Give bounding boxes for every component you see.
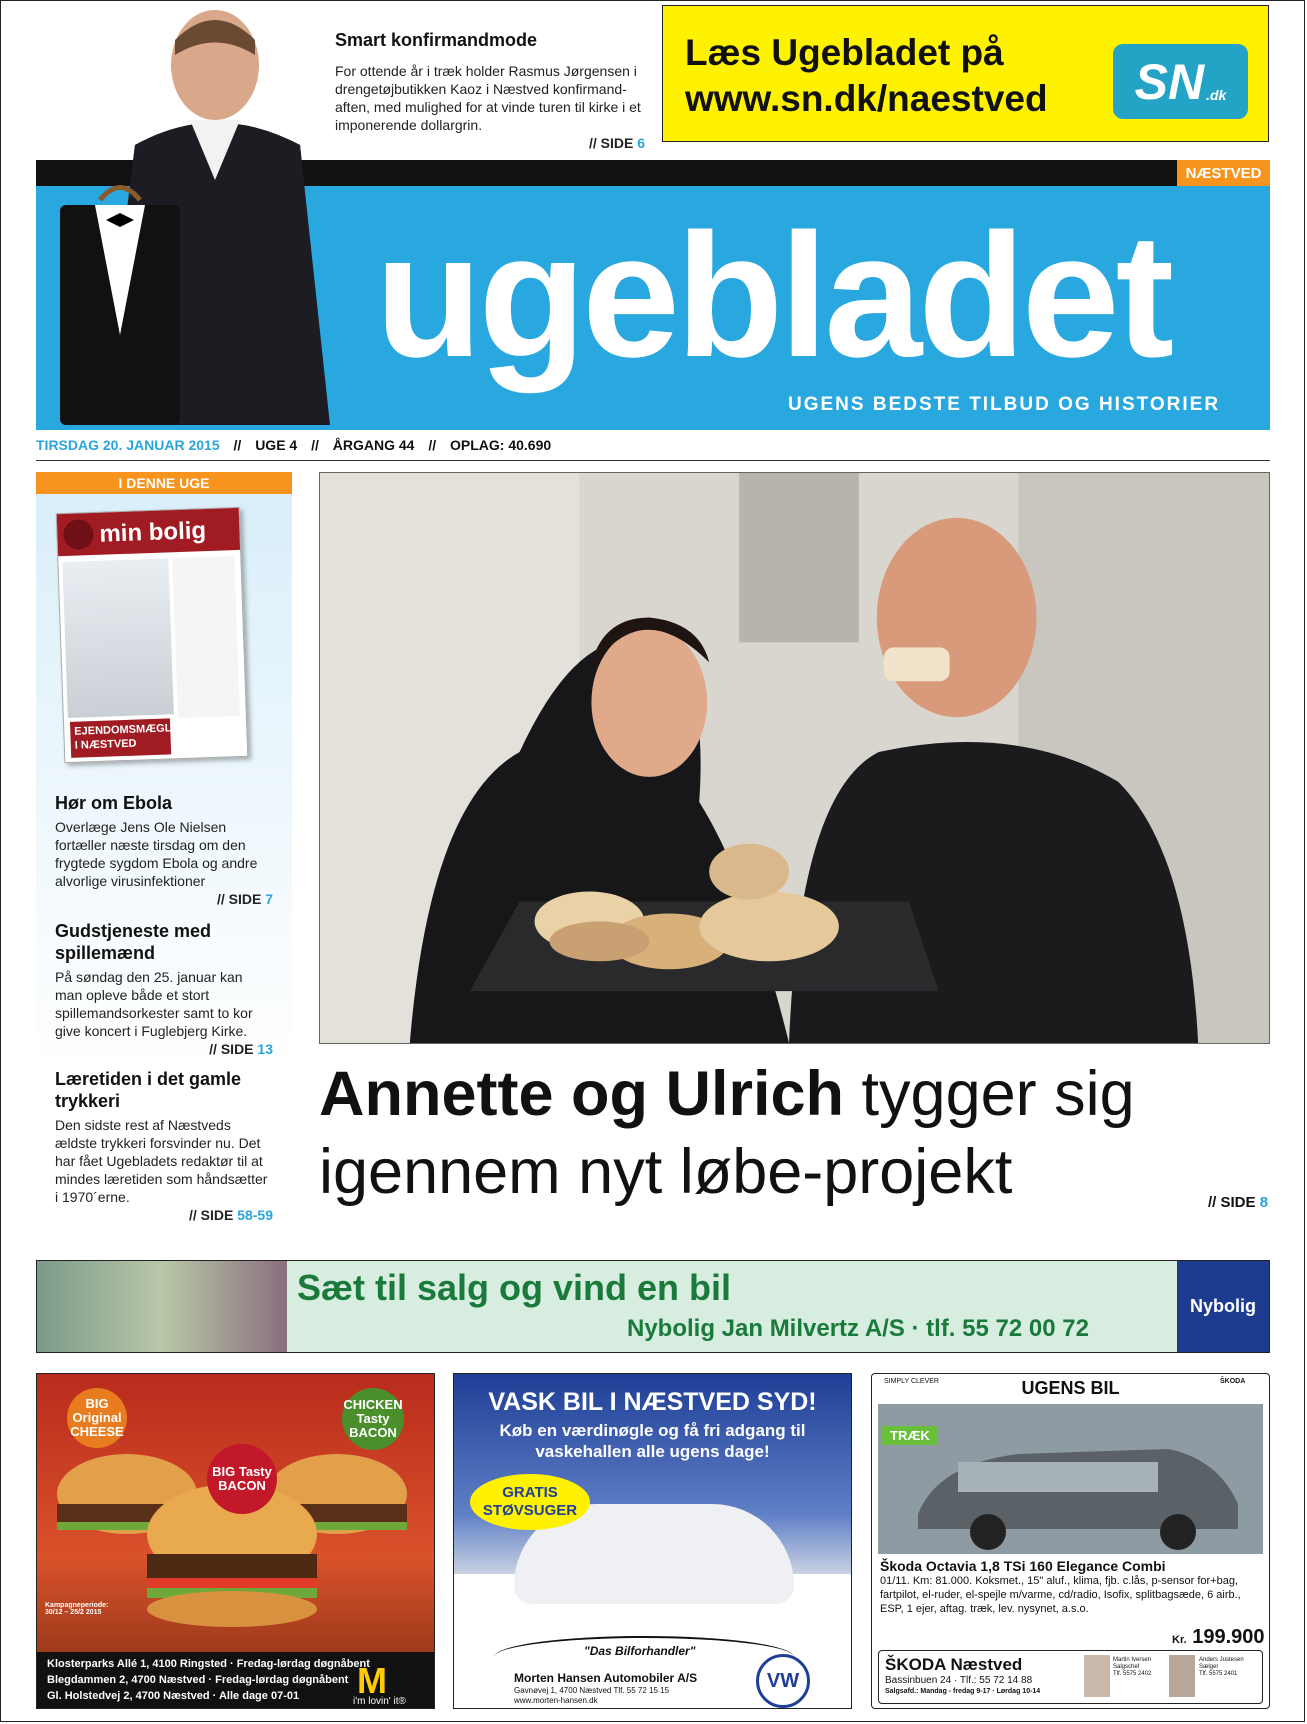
contact-role: Sælger (1199, 1664, 1219, 1670)
car-tag: TRÆK (882, 1426, 938, 1445)
story-title[interactable]: Hør om Ebola (55, 793, 173, 813)
carwash-subline: Køb en værdinøgle og få fri adgang til vaskehallen alle ugens dage! (499, 1421, 806, 1461)
story-title[interactable]: Gudstjeneste med spillemænd (55, 921, 212, 963)
dateline (36, 437, 551, 453)
carwash-dealer: Morten Hansen Automobiler A/S (514, 1671, 698, 1685)
dateline-sep: // (428, 437, 437, 453)
sidebar-story-2[interactable] (55, 920, 273, 1058)
lead-side-number[interactable]: 8 (1259, 1194, 1269, 1211)
nybolig-illustration (37, 1261, 287, 1352)
car-specs: 01/11. Km: 81.000. Koksmet., 15" aluf., klima, fjb. c.lås, p-sensor for+bag, fartpilot, el-ruder, el-spejle m/varme, cd/radio, Isofix, splitbagsæde, 6 airb., ESP, 1 ejer, aftag. træk, lev. nysynet, a.s.o. (880, 1575, 1241, 1615)
car-ad-heading: UGENS BIL (1021, 1378, 1120, 1398)
mcd-location: Blegdammen 2, 4700 Næstved · Fredag-lørdag døgnåbent (47, 1674, 349, 1686)
skoda-car-ad[interactable] (871, 1373, 1270, 1709)
sidebar-story-1[interactable] (55, 792, 273, 908)
contact-photo (1169, 1655, 1195, 1697)
magazine-logo-icon (63, 519, 94, 550)
sn-logo-suffix: .dk (1206, 87, 1227, 103)
lead-headline[interactable] (319, 1055, 1274, 1211)
story-side-number[interactable]: 13 (257, 1041, 273, 1057)
web-promo-ad[interactable] (662, 5, 1269, 142)
story-body: Den sidste rest af Næstveds ældste trykkeri forsvinder nu. Det har fået Ugebladets redaktør til at mindes læretiden som håndsætter i 1970´erne. (55, 1117, 268, 1205)
badge-big-tasty-bacon: BIG Tasty BACON (207, 1444, 277, 1514)
story-side-number[interactable]: 7 (265, 891, 273, 907)
lead-side-ref (1208, 1194, 1268, 1211)
masthead-title: ugebladet (375, 198, 1171, 394)
sidebar-section-label: I DENNE UGE (36, 472, 292, 494)
teaser-side-number[interactable]: 6 (637, 135, 645, 151)
mcdonalds-slogan: i'm lovin' it® (353, 1696, 406, 1707)
carwash-address-line: Gavnøvej 1, 4700 Næstved Tlf. 55 72 15 15 (514, 1686, 670, 1695)
carwash-web[interactable]: www.morten-hansen.dk (514, 1696, 598, 1705)
car-price-value: 199.900 (1192, 1626, 1265, 1648)
issue-week: UGE 4 (255, 437, 298, 453)
story-body: Overlæge Jens Ole Nielsen fortæller næste tirsdag om den frygtede sygdom Ebola og andre alvorlige virusinfektioner (55, 819, 258, 889)
contact-1 (1113, 1657, 1163, 1678)
story-side-ref (55, 1040, 273, 1058)
nybolig-banner-ad[interactable] (36, 1260, 1270, 1353)
carwash-address (514, 1686, 669, 1706)
vw-logo: VW (756, 1654, 810, 1708)
contact-role: Salgschef (1113, 1664, 1140, 1670)
car-price-prefix: Kr. (1172, 1634, 1187, 1646)
dateline-sep: // (233, 437, 242, 453)
car-price (1172, 1626, 1265, 1649)
person-overlay (40, 140, 330, 430)
promo-text (685, 30, 1048, 122)
contact-phone: Tlf. 5575 2401 (1199, 1671, 1238, 1677)
lead-side-label: // SIDE (1208, 1194, 1256, 1211)
skoda-small-tag: SIMPLY CLEVER (884, 1378, 939, 1385)
sn-logo (1113, 44, 1248, 119)
contact-name: Martin Iversen (1113, 1657, 1152, 1663)
teaser-title[interactable]: Smart konfirmandmode (335, 30, 538, 50)
story-side-label: // SIDE (216, 891, 262, 907)
headline-bold: Annette og Ulrich (319, 1059, 845, 1129)
issue-circulation: OPLAG: 40.690 (450, 437, 552, 453)
promo-line1: Læs Ugebladet på (685, 32, 1004, 73)
mcd-campaign-period: Kampagneperiode: 30/12 – 25/2 2015 (45, 1602, 109, 1616)
carwash-badge: GRATIS STØVSUGER (470, 1474, 590, 1530)
sn-logo-text: SN (1134, 53, 1205, 110)
teaser-body (335, 62, 645, 152)
magazine-house-image (62, 558, 173, 718)
skoda-dealer-box (878, 1650, 1263, 1704)
nybolig-headline: Sæt til salg og vind en bil (297, 1267, 732, 1308)
skoda-dealer-name: ŠKODA Næstved (885, 1655, 1023, 1674)
magazine-title: min bolig (98, 517, 207, 548)
divider (36, 460, 1270, 461)
car-model: Škoda Octavia 1,8 TSi 160 Elegance Combi (880, 1558, 1166, 1574)
mcd-location: Gl. Holstedvej 2, 4700 Næstved · Alle dage 07-01 (47, 1690, 300, 1702)
contact-phone: Tlf. 5575 2402 (1113, 1671, 1152, 1677)
masthead-tagline: UGENS BEDSTE TILBUD OG HISTORIER (788, 394, 1221, 415)
promo-line2[interactable]: www.sn.dk/naestved (685, 78, 1048, 119)
story-side-number[interactable]: 58-59 (237, 1207, 273, 1223)
contact-photo (1084, 1655, 1110, 1697)
mcdonalds-logo: M (357, 1660, 387, 1701)
dateline-sep: // (311, 437, 319, 453)
issue-volume: ÅRGANG 44 (332, 437, 415, 453)
skoda-dealer-hours: Salgsafd.: Mandag - fredag 9-17 · Lørdag 10-14 (885, 1688, 1041, 1695)
story-side-label: // SIDE (188, 1207, 234, 1223)
magazine-agent-logos (172, 556, 240, 718)
edition-badge: NÆSTVED (1177, 160, 1270, 186)
story-body: På søndag den 25. januar kan man opleve både et stort spillemandsorkester samt to kor give koncert i Fuglebjerg Kirke. (55, 969, 253, 1039)
issue-date: TIRSDAG 20. JANUAR 2015 (36, 437, 220, 453)
magazine-cover[interactable] (56, 507, 249, 763)
story-side-ref (55, 1206, 273, 1224)
carwash-headline: VASK BIL I NÆSTVED SYD! (488, 1388, 817, 1416)
teaser-side-label: // SIDE (588, 135, 634, 151)
skoda-brand: ŠKODA (1220, 1378, 1246, 1385)
mcd-location: Klosterparks Allé 1, 4100 Ringsted · Fredag-lørdag døgnåbent (47, 1658, 370, 1670)
story-side-label: // SIDE (209, 1041, 254, 1057)
contact-name: Anders Justesen (1199, 1657, 1244, 1663)
nybolig-subline: Nybolig Jan Milvertz A/S · tlf. 55 72 00 72 (627, 1315, 1089, 1342)
magazine-header (57, 508, 240, 556)
magazine-footer: EJENDOMSMÆGLERNE I NÆSTVED (70, 718, 171, 757)
contact-2 (1199, 1657, 1259, 1678)
badge-chicken-tasty-bacon: CHICKEN Tasty BACON (342, 1388, 404, 1450)
skoda-dealer-address: Bassinbuen 24 · Tlf.: 55 72 14 88 (885, 1675, 1033, 1686)
carwash-tagline: "Das Bilforhandler" (584, 1644, 696, 1658)
badge-big-original: BIG Original CHEESE (67, 1388, 127, 1448)
lead-story-photo[interactable] (319, 472, 1270, 1044)
story-title[interactable]: Læretiden i det gamle trykkeri (55, 1069, 242, 1111)
teaser-text: For ottende år i træk holder Rasmus Jørgensen i drengetøjbutikken Kaoz i Næstved konfirmand-aften, med mulighed for at vinde turen til kirke i et imponerende dollargrin. (335, 63, 641, 133)
carwash-ad[interactable] (453, 1373, 852, 1709)
story-side-ref (55, 890, 273, 908)
mcdonalds-ad[interactable] (36, 1373, 435, 1709)
headline-rest: tygger sig igennem nyt løbe-projekt (319, 1059, 1135, 1207)
nybolig-logo: Nybolig (1177, 1261, 1269, 1352)
sidebar-story-3[interactable] (55, 1068, 273, 1224)
